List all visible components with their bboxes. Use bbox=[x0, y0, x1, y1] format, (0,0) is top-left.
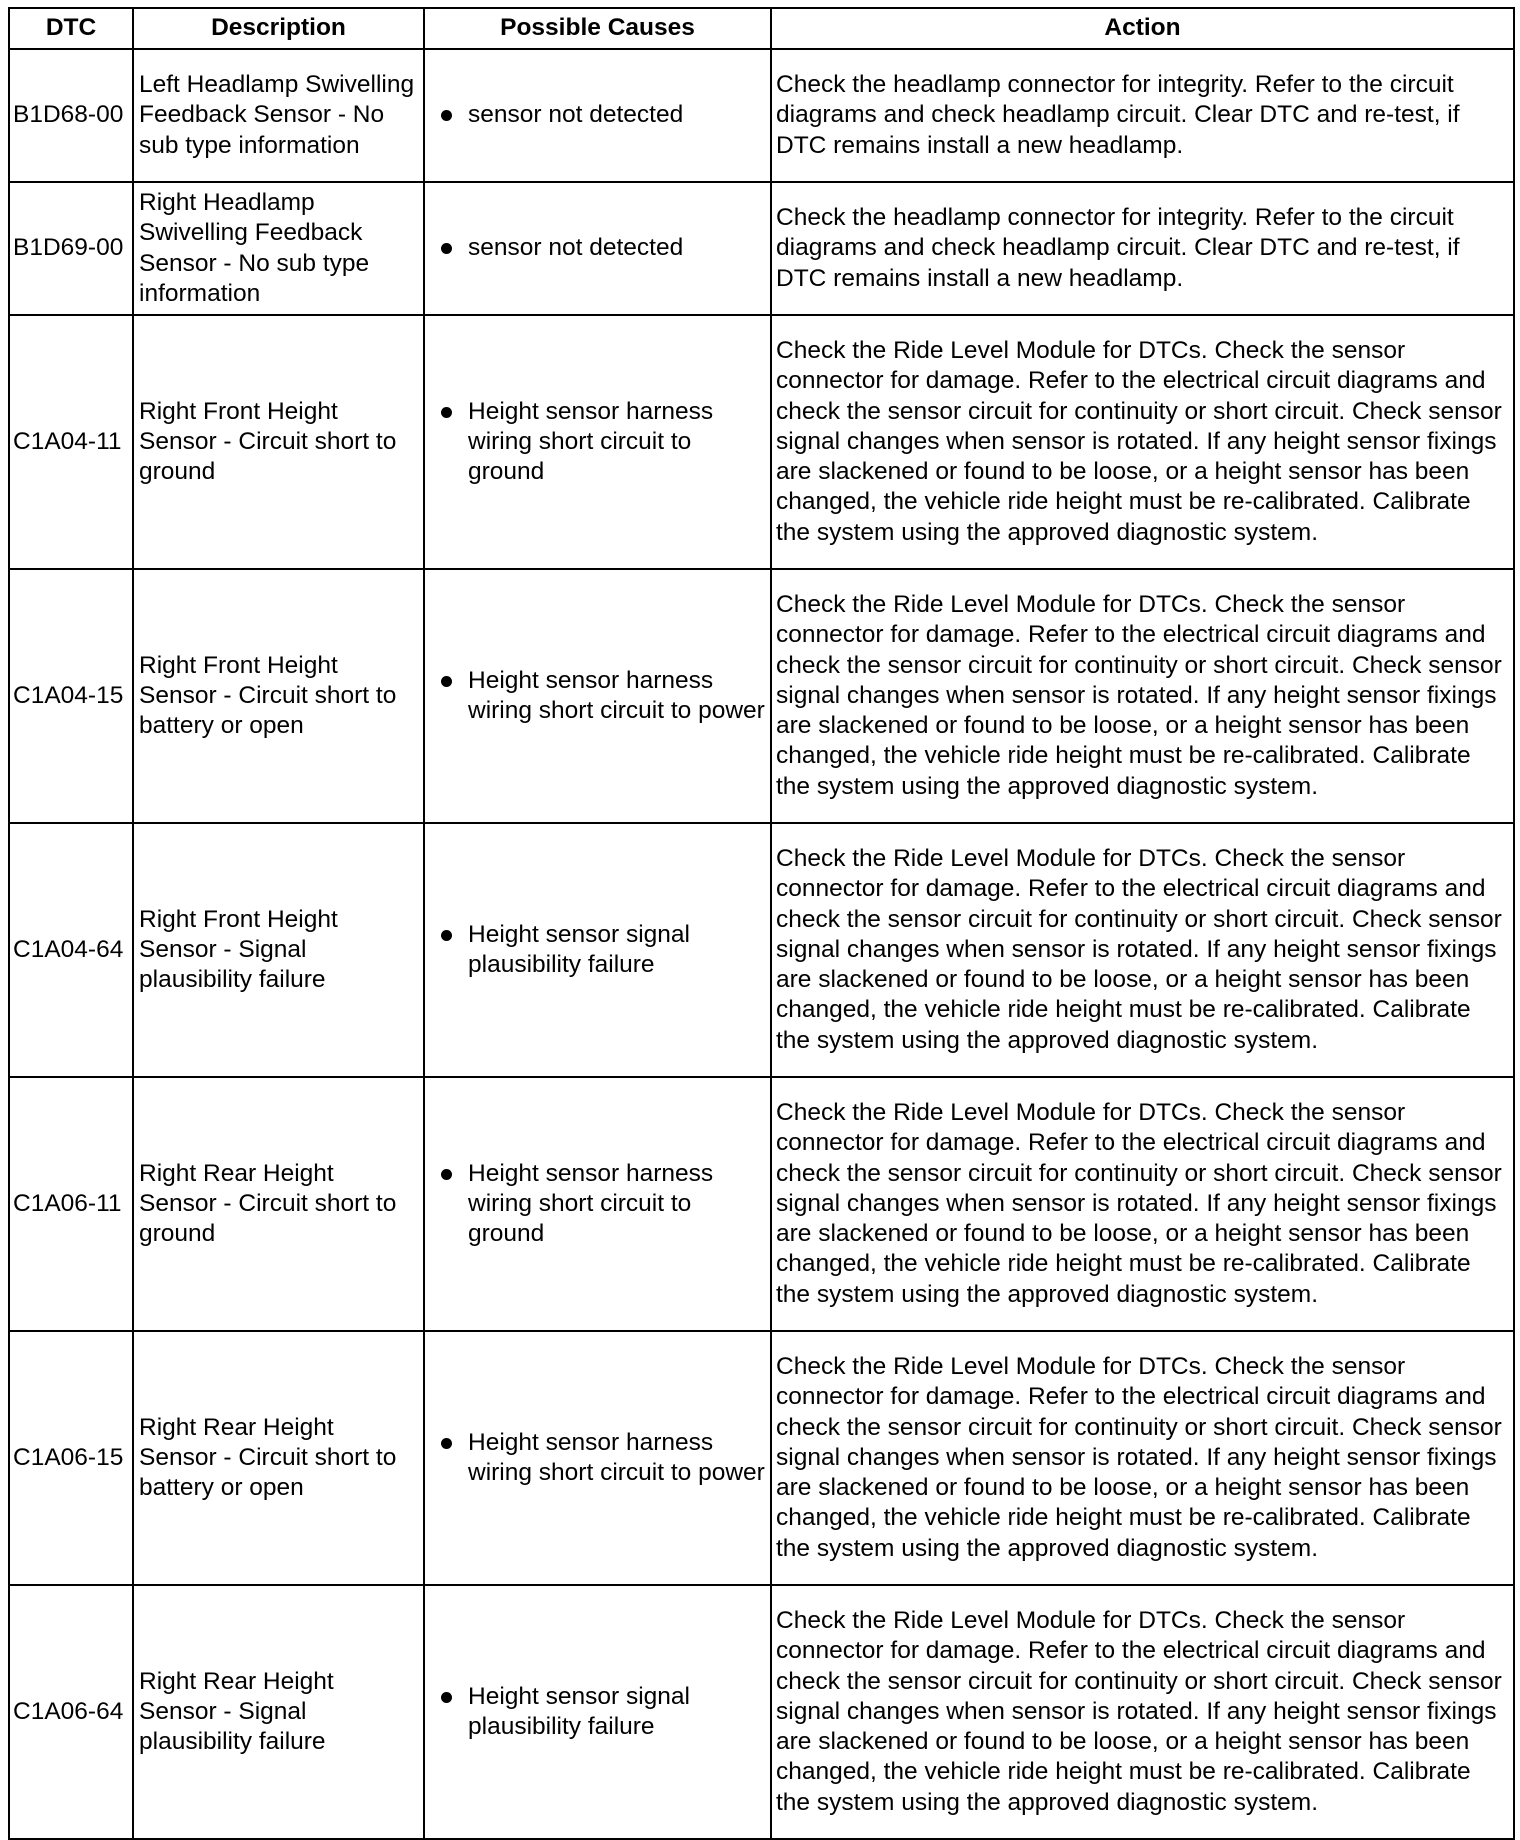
action-text: Check the Ride Level Module for DTCs. Check the sensor connector for damage. Refer to the electrical circuit diagrams and check the sensor circuit for continuity or short circuit. Check sensor signal changes when sensor is rotated. If any height sensor fixings are slackened or found to be loose, or a height sensor has been changed, the vehicle ride height must be re-calibrated. Calibrate the system using the approved diagnostic system. bbox=[771, 1331, 1514, 1585]
action-text: Check the headlamp connector for integrity. Refer to the circuit diagrams and check headlamp circuit. Clear DTC and re-test, if DTC remains install a new headlamp. bbox=[771, 182, 1514, 315]
action-text: Check the Ride Level Module for DTCs. Check the sensor connector for damage. Refer to the electrical circuit diagrams and check the sensor circuit for continuity or short circuit. Check sensor signal changes when sensor is rotated. If any height sensor fixings are slackened or found to be loose, or a height sensor has been changed, the vehicle ride height must be re-calibrated. Calibrate the system using the approved diagnostic system. bbox=[771, 569, 1514, 823]
possible-causes-cell bbox=[424, 1585, 771, 1839]
causes-list bbox=[430, 233, 765, 263]
dtc-code: C1A06-64 bbox=[9, 1585, 133, 1839]
table-row bbox=[9, 182, 1514, 315]
dtc-description: Right Headlamp Swivelling Feedback Sensor - No sub type information bbox=[133, 182, 424, 315]
action-text: Check the Ride Level Module for DTCs. Check the sensor connector for damage. Refer to the electrical circuit diagrams and check the sensor circuit for continuity or short circuit. Check sensor signal changes when sensor is rotated. If any height sensor fixings are slackened or found to be loose, or a height sensor has been changed, the vehicle ride height must be re-calibrated. Calibrate the system using the approved diagnostic system. bbox=[771, 315, 1514, 569]
dtc-description: Right Front Height Sensor - Signal plausibility failure bbox=[133, 823, 424, 1077]
table-row bbox=[9, 1077, 1514, 1331]
table-header-row bbox=[9, 8, 1514, 49]
cause-item: Height sensor harness wiring short circuit to ground bbox=[468, 397, 765, 488]
possible-causes-cell bbox=[424, 823, 771, 1077]
table-row bbox=[9, 1585, 1514, 1839]
table-row bbox=[9, 49, 1514, 182]
table-row bbox=[9, 1331, 1514, 1585]
dtc-description: Right Rear Height Sensor - Circuit short to battery or open bbox=[133, 1331, 424, 1585]
causes-list bbox=[430, 100, 765, 130]
cause-item: Height sensor harness wiring short circuit to power bbox=[468, 1428, 765, 1488]
dtc-description: Right Front Height Sensor - Circuit short to ground bbox=[133, 315, 424, 569]
header-dtc: DTC bbox=[9, 8, 133, 49]
dtc-description: Right Rear Height Sensor - Signal plausibility failure bbox=[133, 1585, 424, 1839]
possible-causes-cell bbox=[424, 1077, 771, 1331]
action-text: Check the Ride Level Module for DTCs. Check the sensor connector for damage. Refer to the electrical circuit diagrams and check the sensor circuit for continuity or short circuit. Check sensor signal changes when sensor is rotated. If any height sensor fixings are slackened or found to be loose, or a height sensor has been changed, the vehicle ride height must be re-calibrated. Calibrate the system using the approved diagnostic system. bbox=[771, 1077, 1514, 1331]
table-row bbox=[9, 569, 1514, 823]
dtc-description: Left Headlamp Swivelling Feedback Sensor - No sub type information bbox=[133, 49, 424, 182]
cause-item: sensor not detected bbox=[468, 100, 765, 130]
dtc-description: Right Rear Height Sensor - Circuit short to ground bbox=[133, 1077, 424, 1331]
cause-item: Height sensor harness wiring short circuit to power bbox=[468, 666, 765, 726]
dtc-code: C1A04-11 bbox=[9, 315, 133, 569]
action-text: Check the Ride Level Module for DTCs. Check the sensor connector for damage. Refer to the electrical circuit diagrams and check the sensor circuit for continuity or short circuit. Check sensor signal changes when sensor is rotated. If any height sensor fixings are slackened or found to be loose, or a height sensor has been changed, the vehicle ride height must be re-calibrated. Calibrate the system using the approved diagnostic system. bbox=[771, 823, 1514, 1077]
cause-item: Height sensor harness wiring short circuit to ground bbox=[468, 1159, 765, 1250]
dtc-description: Right Front Height Sensor - Circuit short to battery or open bbox=[133, 569, 424, 823]
cause-item: sensor not detected bbox=[468, 233, 765, 263]
dtc-table-container bbox=[8, 7, 1513, 1840]
possible-causes-cell bbox=[424, 49, 771, 182]
dtc-code: C1A04-15 bbox=[9, 569, 133, 823]
dtc-table bbox=[8, 7, 1515, 1840]
possible-causes-cell bbox=[424, 182, 771, 315]
possible-causes-cell bbox=[424, 1331, 771, 1585]
dtc-code: C1A04-64 bbox=[9, 823, 133, 1077]
dtc-code: B1D68-00 bbox=[9, 49, 133, 182]
header-possible-causes: Possible Causes bbox=[424, 8, 771, 49]
causes-list bbox=[430, 1159, 765, 1250]
action-text: Check the headlamp connector for integrity. Refer to the circuit diagrams and check headlamp circuit. Clear DTC and re-test, if DTC remains install a new headlamp. bbox=[771, 49, 1514, 182]
causes-list bbox=[430, 1682, 765, 1742]
dtc-code: B1D69-00 bbox=[9, 182, 133, 315]
causes-list bbox=[430, 920, 765, 980]
header-action: Action bbox=[771, 8, 1514, 49]
causes-list bbox=[430, 397, 765, 488]
action-text: Check the Ride Level Module for DTCs. Check the sensor connector for damage. Refer to the electrical circuit diagrams and check the sensor circuit for continuity or short circuit. Check sensor signal changes when sensor is rotated. If any height sensor fixings are slackened or found to be loose, or a height sensor has been changed, the vehicle ride height must be re-calibrated. Calibrate the system using the approved diagnostic system. bbox=[771, 1585, 1514, 1839]
causes-list bbox=[430, 1428, 765, 1488]
header-description: Description bbox=[133, 8, 424, 49]
possible-causes-cell bbox=[424, 569, 771, 823]
table-row bbox=[9, 823, 1514, 1077]
dtc-code: C1A06-15 bbox=[9, 1331, 133, 1585]
causes-list bbox=[430, 666, 765, 726]
possible-causes-cell bbox=[424, 315, 771, 569]
cause-item: Height sensor signal plausibility failure bbox=[468, 920, 765, 980]
table-row bbox=[9, 315, 1514, 569]
cause-item: Height sensor signal plausibility failure bbox=[468, 1682, 765, 1742]
dtc-code: C1A06-11 bbox=[9, 1077, 133, 1331]
